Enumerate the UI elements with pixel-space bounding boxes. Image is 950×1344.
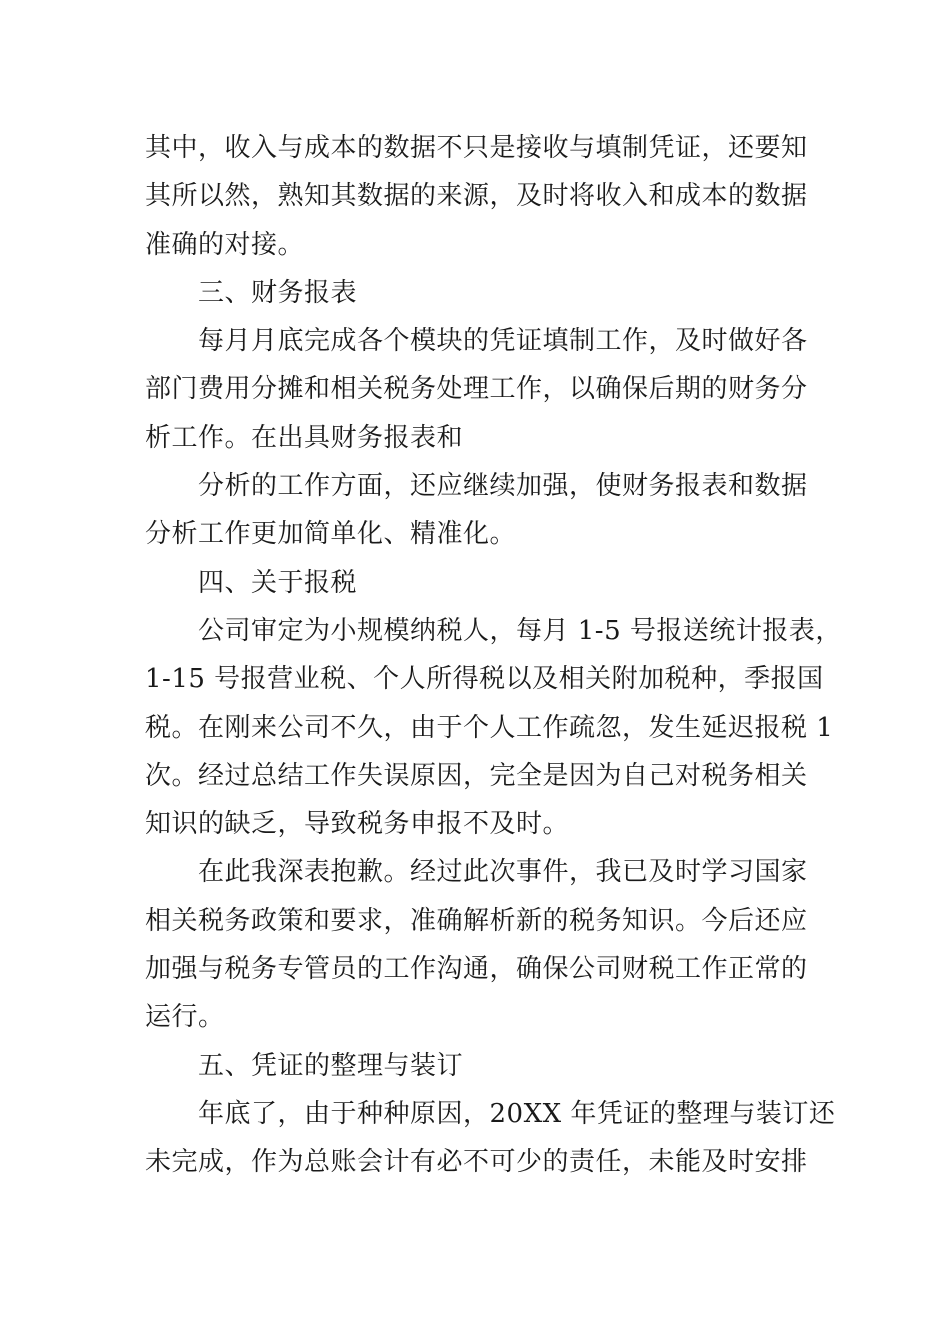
text-line: 加强与税务专管员的工作沟通，确保公司财税工作正常的 xyxy=(145,954,808,985)
text-line: 知识的缺乏，导致税务申报不及时。 xyxy=(145,809,570,840)
text-line: 税。在刚来公司不久，由于个人工作疏忽，发生延迟报税 1 xyxy=(145,712,834,743)
text-line: 其所以然，熟知其数据的来源，及时将收入和成本的数据 xyxy=(145,181,808,212)
text-line: 相关税务政策和要求，准确解析新的税务知识。今后还应 xyxy=(145,905,808,936)
text-line: 次。经过总结工作失误原因，完全是因为自己对税务相关 xyxy=(145,760,808,791)
body-text xyxy=(145,124,842,1187)
text-line: 分析工作更加简单化、精准化。 xyxy=(145,519,517,550)
section-heading: 四、关于报税 xyxy=(198,567,358,598)
section-heading: 三、财务报表 xyxy=(198,277,358,308)
text-line: 析工作。在出具财务报表和 xyxy=(145,422,464,453)
text-line: 公司审定为小规模纳税人，每月 1-5 号报送统计报表， xyxy=(198,615,842,646)
text-line: 未完成，作为总账会计有必不可少的责任，未能及时安排 xyxy=(145,1147,808,1178)
text-line: 每月月底完成各个模块的凭证填制工作，及时做好各 xyxy=(198,326,808,357)
text-line: 准确的对接。 xyxy=(145,229,305,260)
text-line: 运行。 xyxy=(145,1002,225,1033)
text-line: 其中，收入与成本的数据不只是接收与填制凭证，还要知 xyxy=(145,133,808,163)
text-line: 分析的工作方面，还应继续加强，使财务报表和数据 xyxy=(198,471,808,502)
text-line: 部门费用分摊和相关税务处理工作，以确保后期的财务分 xyxy=(145,374,808,405)
text-line: 在此我深表抱歉。经过此次事件，我已及时学习国家 xyxy=(198,857,808,888)
section-heading: 五、凭证的整理与装订 xyxy=(198,1050,464,1081)
text-line: 1-15 号报营业税、个人所得税以及相关附加税种，季报国 xyxy=(145,664,824,695)
text-line: 年底了，由于种种原因，20XX 年凭证的整理与装订还 xyxy=(198,1098,836,1129)
